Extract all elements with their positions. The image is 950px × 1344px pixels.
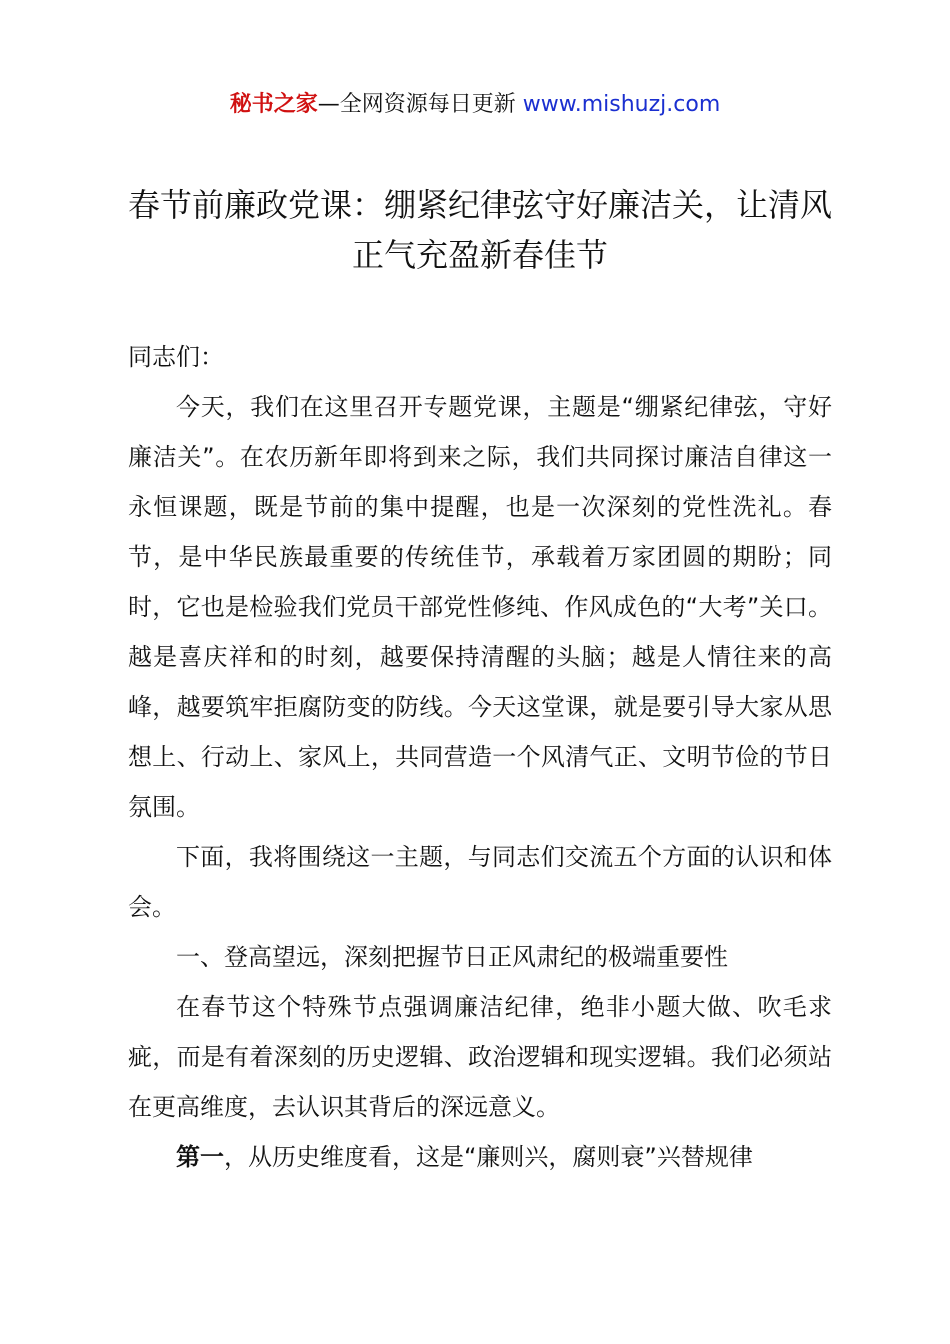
site-tagline: —全网资源每日更新 xyxy=(317,92,516,117)
paragraph-intro: 今天，我们在这里召开专题党课，主题是“绷紧纪律弦，守好廉洁关”。在农历新年即将到来之际，我们共同探讨廉洁自律这一永恒课题，既是节前的集中提醒，也是一次深刻的党性洗礼。春节，是中华民族最重要的传统佳节，承载着万家团圆的期盼；同时，它也是检验我们党员干部党性修纯、作风成色的“大考”关口。越是喜庆祥和的时刻，越要保持清醒的头脑；越是人情往来的高峰，越要筑牢拒腐防变的防线。今天这堂课，就是要引导大家从思想上、行动上、家风上，共同营造一个风清气正、文明节俭的节日氛围。 xyxy=(128,393,832,821)
paragraph-section1-intro: 在春节这个特殊节点强调廉洁纪律，绝非小题大做、吹毛求疵，而是有着深刻的历史逻辑、政治逻辑和现实逻辑。我们必须站在更高维度，去认识其背后的深远意义。 xyxy=(128,993,832,1121)
site-header xyxy=(0,88,950,122)
paragraph-outline: 下面，我将围绕这一主题，与同志们交流五个方面的认识和体会。 xyxy=(128,843,832,921)
section-heading-1: 一、登高望远，深刻把握节日正风肃纪的极端重要性 xyxy=(176,943,728,971)
first-point-lead: 第一 xyxy=(176,1143,224,1171)
salutation: 同志们： xyxy=(128,343,224,371)
site-url-link[interactable]: www.mishuzj.com xyxy=(522,92,721,117)
document-title: 春节前廉政党课：绷紧纪律弦守好廉洁关，让清风正气充盈新春佳节 xyxy=(127,186,832,274)
document-body xyxy=(128,332,832,1182)
site-brand: 秘书之家 xyxy=(229,92,318,117)
first-point-text: ，从历史维度看，这是“廉则兴，腐则衰”兴替规律 xyxy=(224,1143,753,1171)
paragraph-first-point xyxy=(128,1132,832,1182)
